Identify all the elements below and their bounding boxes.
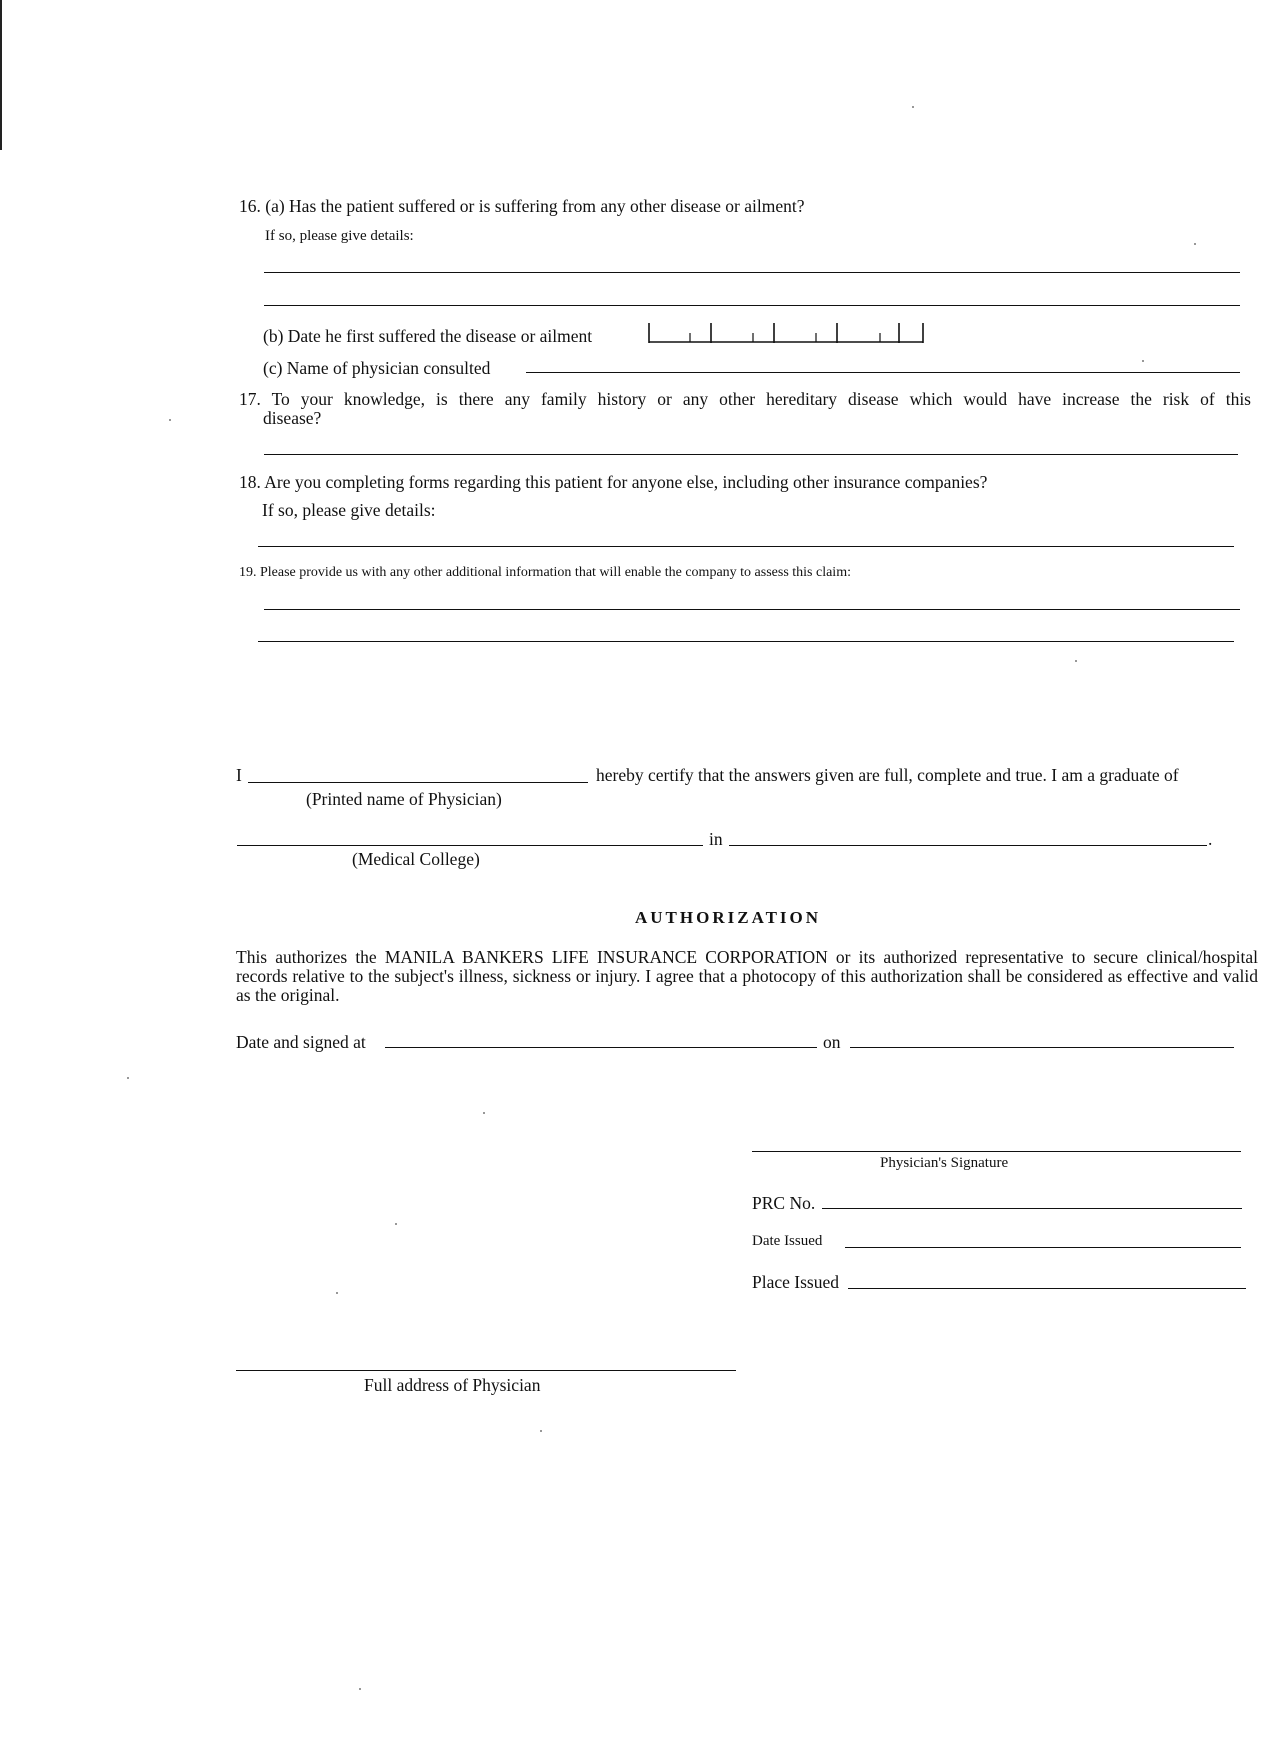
- medical-college-caption: (Medical College): [352, 849, 480, 869]
- physician-signature-line[interactable]: [752, 1151, 1241, 1152]
- q18-question: 18. Are you completing forms regarding this patient for anyone else, including other insurance companies?: [239, 472, 988, 492]
- q16-details-line-2[interactable]: [264, 305, 1240, 306]
- scan-speck: [1194, 243, 1196, 245]
- physician-address-line[interactable]: [236, 1370, 736, 1371]
- scan-speck: [540, 1430, 542, 1432]
- date-signed-label: Date and signed at: [236, 1032, 366, 1052]
- cert-period: .: [1208, 829, 1213, 849]
- printed-name-line[interactable]: [248, 782, 588, 783]
- q16-date-field[interactable]: [648, 322, 924, 344]
- prc-label: PRC No.: [752, 1193, 816, 1213]
- date-signed-place-line[interactable]: [385, 1047, 817, 1048]
- place-issued-label: Place Issued: [752, 1272, 839, 1292]
- printed-name-caption: (Printed name of Physician): [306, 789, 502, 809]
- place-issued-line[interactable]: [848, 1288, 1246, 1289]
- q19-line-2[interactable]: [258, 641, 1234, 642]
- q17-answer-line[interactable]: [264, 454, 1238, 455]
- on-label: on: [823, 1032, 841, 1052]
- authorization-title: AUTHORIZATION: [635, 908, 822, 927]
- prc-number-line[interactable]: [822, 1208, 1242, 1209]
- date-signed-on-line[interactable]: [850, 1047, 1234, 1048]
- scan-speck: [1075, 660, 1077, 662]
- scan-speck: [912, 106, 914, 108]
- date-issued-line[interactable]: [845, 1247, 1241, 1248]
- q16-date-label: (b) Date he first suffered the disease or ailment: [263, 326, 593, 346]
- scan-speck: [127, 1077, 129, 1079]
- medical-college-line[interactable]: [237, 845, 703, 846]
- college-location-line[interactable]: [729, 845, 1207, 846]
- q16-details-line-1[interactable]: [264, 272, 1240, 273]
- q17-question-line-2: disease?: [263, 408, 322, 428]
- page-edge-mark: [0, 0, 2, 150]
- q17-question-line-1: 17. To your knowledge, is there any family history or any other hereditary disease which would have increase the risk of this: [239, 389, 1251, 409]
- physician-address-caption: Full address of Physician: [364, 1375, 541, 1395]
- physician-signature-caption: Physician's Signature: [880, 1155, 1009, 1171]
- scan-speck: [359, 1688, 361, 1690]
- date-issued-label: Date Issued: [752, 1233, 823, 1249]
- q19-question: 19. Please provide us with any other additional information that will enable the company to assess this claim:: [239, 565, 851, 580]
- scan-speck: [169, 419, 171, 421]
- scan-speck: [1142, 360, 1144, 362]
- q19-line-1[interactable]: [264, 609, 1240, 610]
- scan-speck: [336, 1292, 338, 1294]
- q18-details-line[interactable]: [258, 546, 1234, 547]
- authorization-text: This authorizes the MANILA BANKERS LIFE INSURANCE CORPORATION or its authorized representative to secure clinical/hospital records relative to the subject's illness, sickness or injury. I agree that a photocopy of this authorization shall be considered as effective and valid as the original.: [236, 947, 1258, 1005]
- cert-prefix: I: [236, 765, 242, 785]
- q16-physician-line[interactable]: [526, 372, 1240, 373]
- scan-speck: [483, 1112, 485, 1114]
- q16-question: 16. (a) Has the patient suffered or is suffering from any other disease or ailment?: [239, 196, 805, 216]
- q18-details-prompt: If so, please give details:: [262, 500, 436, 520]
- q16-details-prompt: If so, please give details:: [265, 228, 414, 244]
- cert-statement: hereby certify that the answers given are full, complete and true. I am a graduate of: [596, 765, 1179, 785]
- scan-speck: [395, 1223, 397, 1225]
- cert-in-label: in: [709, 829, 723, 849]
- q16-physician-label: (c) Name of physician consulted: [263, 358, 491, 378]
